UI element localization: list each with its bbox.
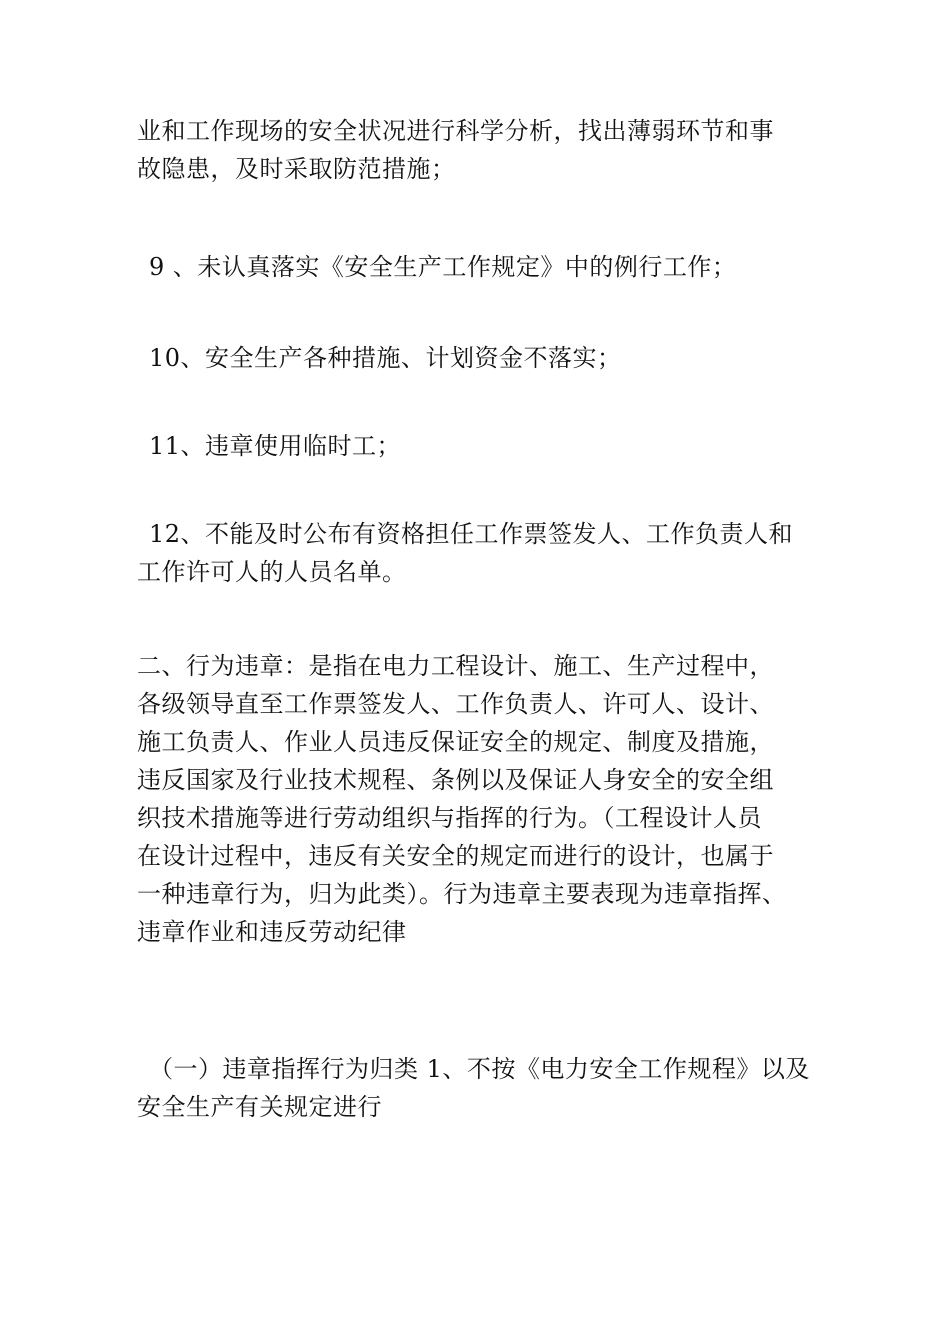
section-behavior-violation: [137, 647, 837, 951]
text-line: 安全生产有关规定进行: [137, 1093, 382, 1121]
text-line: 违反国家及行业技术规程、条例以及保证人身安全的安全组: [137, 766, 774, 794]
list-item-9: [137, 248, 837, 286]
text-line: 9 、未认真落实《安全生产工作规定》中的例行工作；: [149, 253, 737, 281]
text-line: 工作许可人的人员名单。: [137, 558, 407, 586]
text-line: 11、违章使用临时工；: [149, 432, 402, 460]
text-line: 12、不能及时公布有资格担任工作票签发人、工作负责人和: [149, 520, 794, 548]
text-line: 在设计过程中，违反有关安全的规定而进行的设计，也属于: [137, 842, 774, 870]
paragraph-safety-analysis: [137, 112, 837, 188]
text-line: 10、安全生产各种措施、计划资金不落实；: [149, 344, 622, 372]
list-item-12: [137, 515, 837, 591]
text-line: 各级领导直至工作票签发人、工作负责人、许可人、设计、: [137, 690, 774, 718]
text-line: 施工负责人、作业人员违反保证安全的规定、制度及措施，: [137, 728, 774, 756]
text-line: 故隐患，及时采取防范措施；: [137, 155, 456, 183]
text-line: 二、行为违章：是指在电力工程设计、施工、生产过程中，: [137, 652, 774, 680]
text-line: 违章作业和违反劳动纪律: [137, 918, 407, 946]
text-line: 织技术措施等进行劳动组织与指挥的行为。（工程设计人员: [137, 804, 762, 832]
list-item-10: [137, 339, 837, 377]
text-line: 业和工作现场的安全状况进行科学分析，找出薄弱环节和事: [137, 117, 774, 145]
subsection-command-violation: [137, 1050, 837, 1126]
text-line: 一种违章行为，归为此类）。行为违章主要表现为违章指挥、: [137, 880, 787, 908]
text-line: （一）违章指挥行为归类 1、不按《电力安全工作规程》以及: [149, 1055, 810, 1083]
list-item-11: [137, 427, 837, 465]
